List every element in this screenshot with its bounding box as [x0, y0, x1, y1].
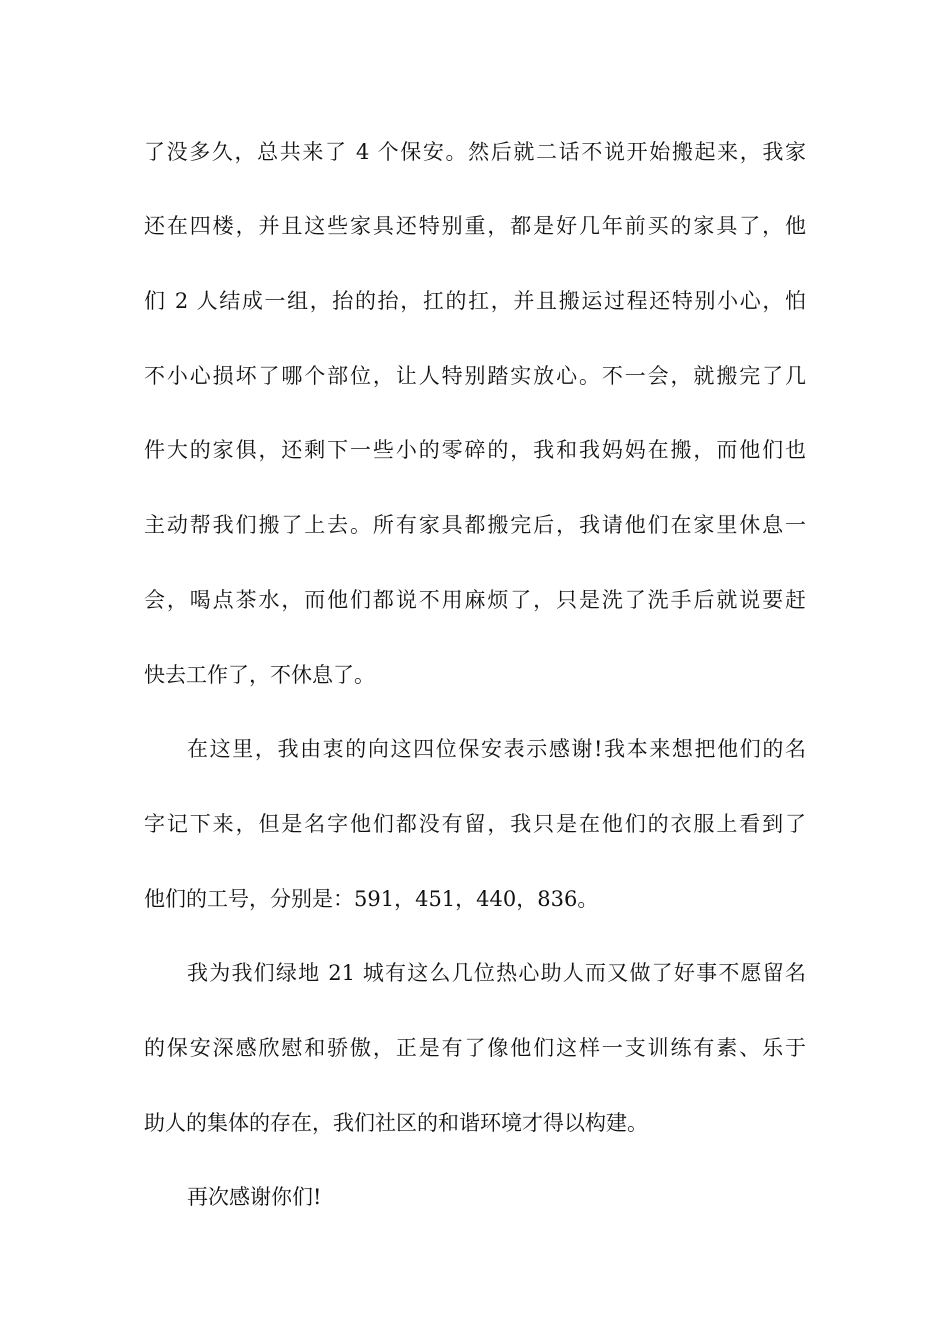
text-line: 助人的集体的存在，我们社区的和谐环境才得以构建。	[144, 1111, 648, 1135]
text-line: 的保安深感欣慰和骄傲，正是有了像他们这样一支训练有素、乐于	[144, 1036, 806, 1060]
text-line: 在这里，我由衷的向这四位保安表示感谢!我本来想把他们的名	[187, 737, 806, 761]
text-line: 会，喝点茶水，而他们都说不用麻烦了，只是洗了洗手后就说要赶	[144, 588, 806, 612]
text-line: 再次感谢你们!	[187, 1185, 322, 1209]
text-line: 快去工作了，不休息了。	[144, 663, 375, 687]
text-line: 我为我们绿地 21 城有这么几位热心助人而又做了好事不愿留名	[187, 961, 806, 985]
text-line: 他们的工号，分别是：591，451，440，836。	[144, 887, 599, 911]
text-line: 件大的家俱，还剩下一些小的零碎的，我和我妈妈在搬，而他们也	[144, 438, 806, 462]
text-line: 了没多久，总共来了 4 个保安。然后就二话不说开始搬起来，我家	[144, 140, 806, 164]
text-line: 不小心损坏了哪个部位，让人特别踏实放心。不一会，就搬完了几	[144, 364, 806, 388]
text-line: 还在四楼，并且这些家具还特别重，都是好几年前买的家具了，他	[144, 214, 806, 238]
text-line: 主动帮我们搬了上去。所有家具都搬完后，我请他们在家里休息一	[144, 513, 806, 537]
text-line: 字记下来，但是名字他们都没有留，我只是在他们的衣服上看到了	[144, 812, 806, 836]
text-line: 们 2 人结成一组，抬的抬，扛的扛，并且搬运过程还特别小心，怕	[144, 289, 806, 313]
